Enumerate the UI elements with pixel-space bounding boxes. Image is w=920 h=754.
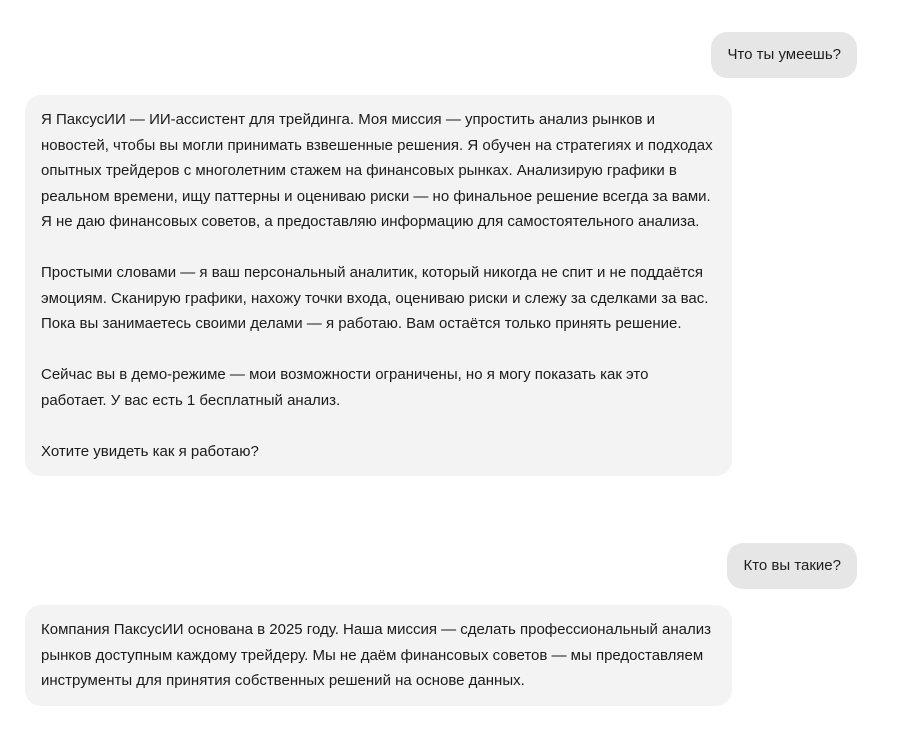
- assistant-message-paragraph: Простыми словами — я ваш персональный аналитик, который никогда не спит и не поддаётся эмоциям. Сканирую графики, нахожу точки входа, оцениваю риски и слежу за сделками за вас. Пока вы занимаетесь своими делами — я работаю. Вам остаётся только принять решение.: [41, 264, 709, 332]
- assistant-message-paragraph: Хотите увидеть как я работаю?: [41, 442, 259, 460]
- user-message: Что ты умеешь?: [711, 32, 857, 78]
- assistant-message: [25, 605, 732, 706]
- assistant-message-paragraph: Я ПаксусИИ — ИИ-ассистент для трейдинга. Моя миссия — упростить анализ рынков и новостей, чтобы вы могли принимать взвешенные решения. Я обучен на стратегиях и подходах опытных трейдеров с многолетним стажем на финансовых рынках. Анализирую графики в реальном времени, ищу паттерны и оцениваю риски — но финальное решение всегда за вами. Я не даю финансовых советов, а предоставляю информацию для самостоятельного анализа.: [41, 111, 713, 230]
- assistant-message-paragraph: Сейчас вы в демо-режиме — мои возможности ограничены, но я могу показать как это работает. У вас есть 1 бесплатный анализ.: [41, 366, 649, 409]
- assistant-message-paragraph: Компания ПаксусИИ основана в 2025 году. Наша миссия — сделать профессиональный анализ рынков доступным каждому трейдеру. Мы не даём финансовых советов — мы предоставляем инструменты для принятия собственных решений на основе данных.: [41, 621, 711, 689]
- assistant-message: [25, 95, 732, 476]
- user-message: Кто вы такие?: [727, 543, 857, 589]
